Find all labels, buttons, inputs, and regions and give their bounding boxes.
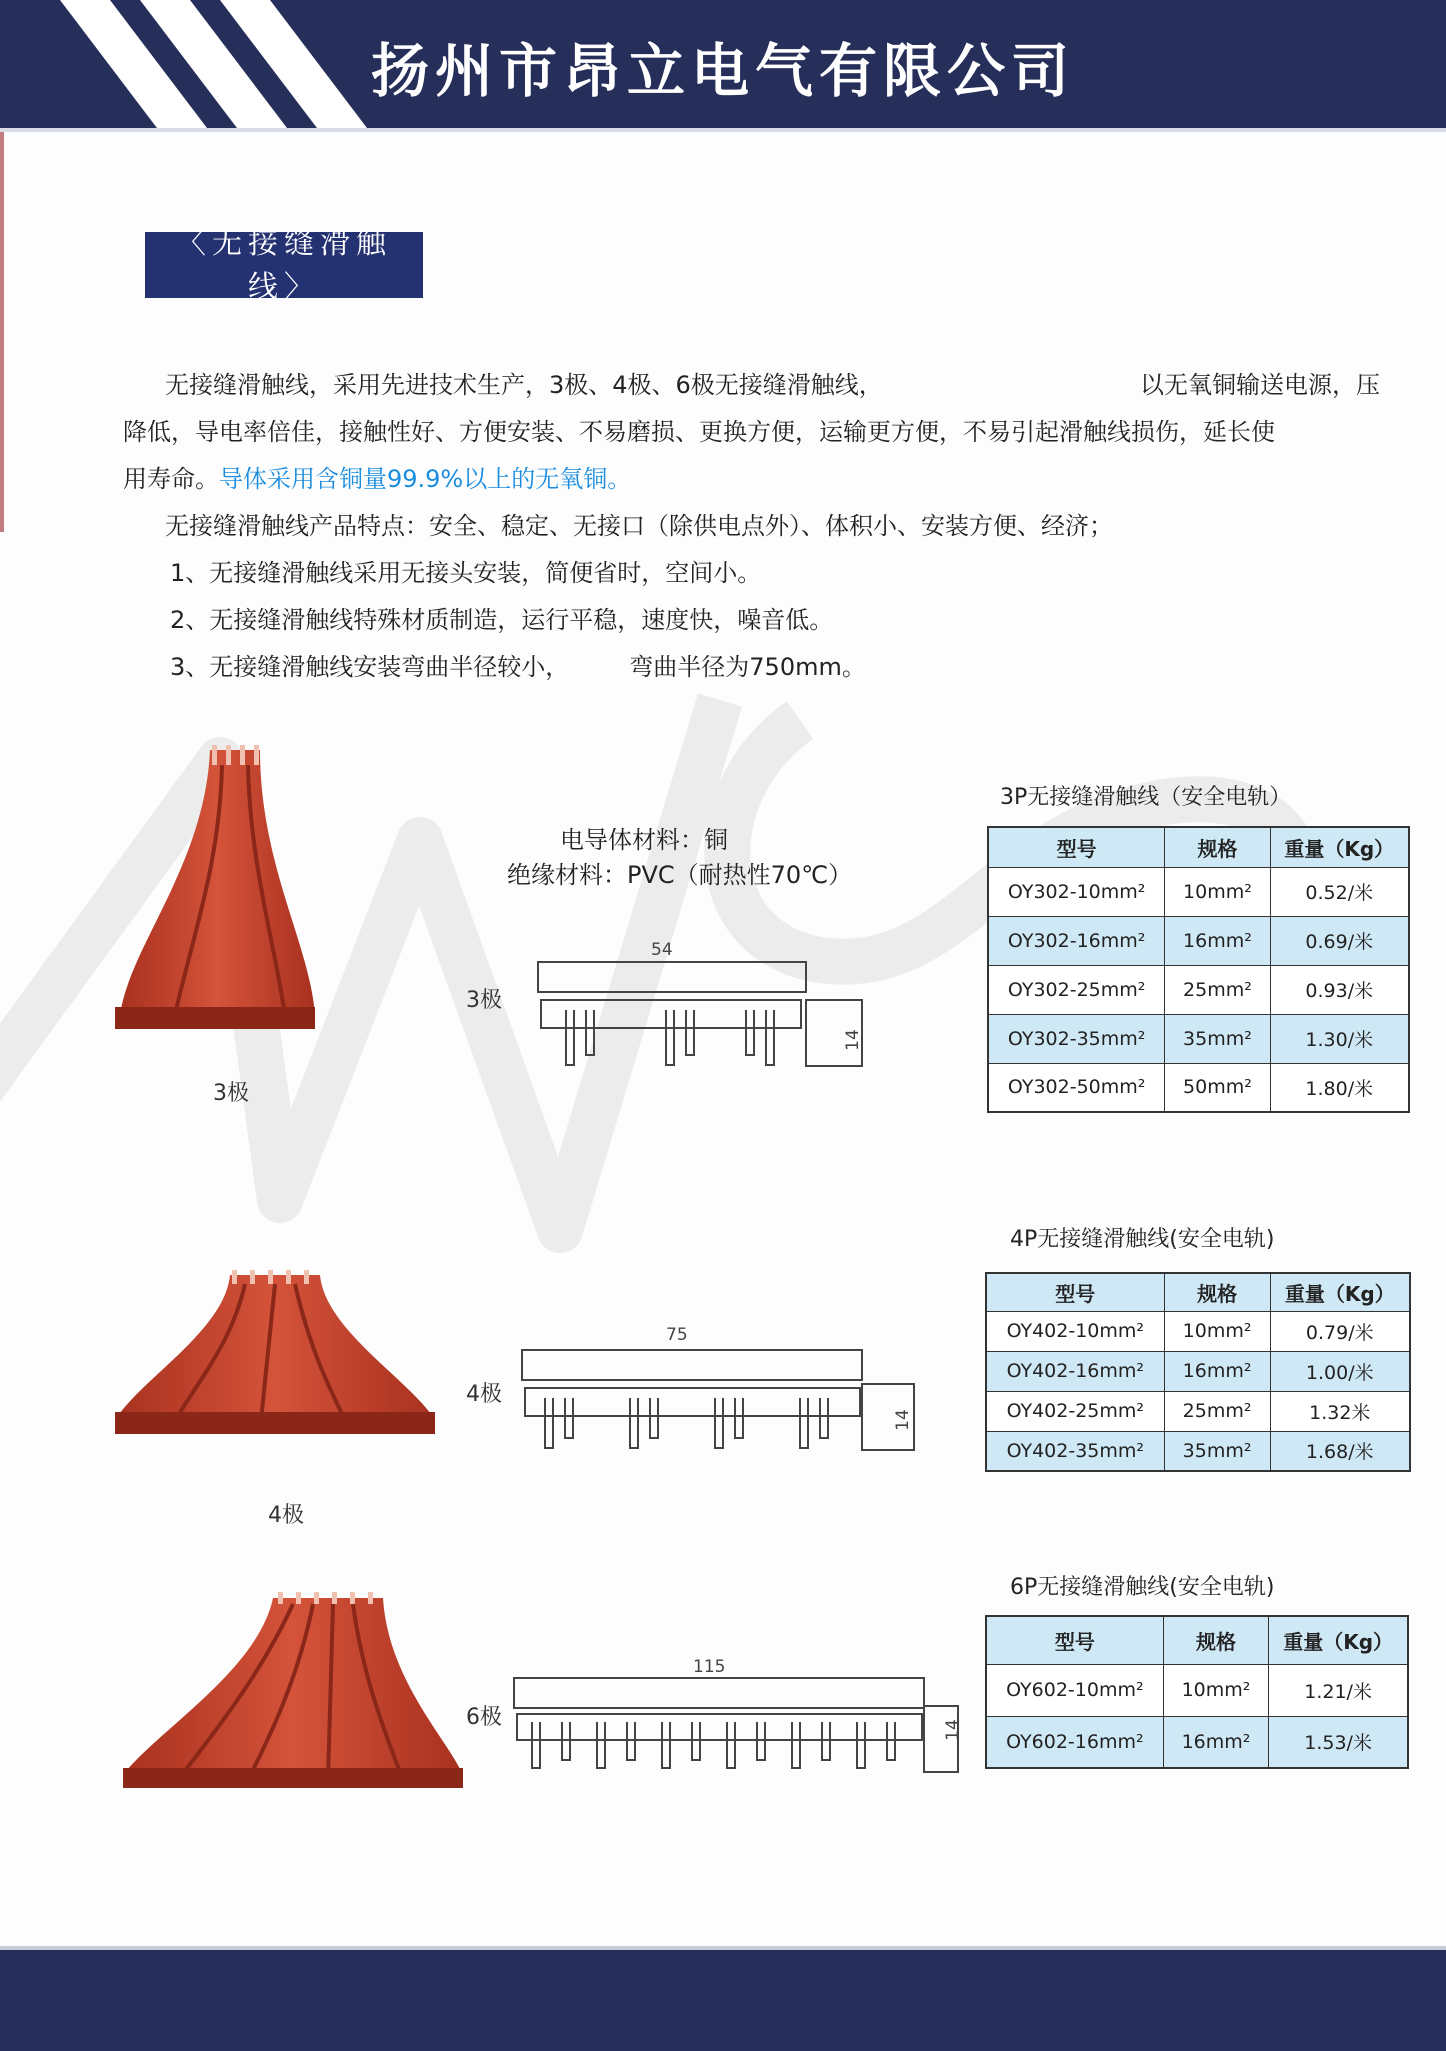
cell-weight: 1.30/米	[1270, 1014, 1409, 1063]
cell-model: OY302-25mm²	[988, 965, 1165, 1014]
table-row	[988, 867, 1409, 916]
col-header-spec: 规格	[1164, 1273, 1270, 1311]
cell-spec: 16mm²	[1163, 1716, 1269, 1768]
spec-table-6p	[985, 1615, 1409, 1769]
col-header-spec: 规格	[1163, 1616, 1269, 1664]
product-photo-4pole	[110, 1270, 440, 1450]
section-title: 〈无接缝滑触线〉	[148, 212, 420, 312]
cross-section-3pole	[536, 960, 866, 1070]
cross-section-4pole	[520, 1348, 920, 1454]
dim-height-3pole: 14	[842, 1029, 863, 1051]
feature-1: 1、无接缝滑触线采用无接头安装，简便省时，空间小。	[170, 559, 762, 587]
feature-3	[170, 644, 866, 691]
cell-model: OY402-35mm²	[986, 1431, 1164, 1471]
cell-weight: 0.69/米	[1270, 916, 1409, 965]
table-row	[986, 1716, 1408, 1768]
cell-model: OY302-16mm²	[988, 916, 1165, 965]
cell-spec: 50mm²	[1165, 1063, 1270, 1112]
dim-height-6pole: 14	[942, 1719, 963, 1741]
intro-line3a: 用寿命。	[123, 465, 219, 493]
intro-line1a: 无接缝滑触线，采用先进技术生产，3极、4极、6极无接缝滑触线，	[165, 371, 883, 399]
photo-label-4pole: 4极	[268, 1503, 304, 1528]
header-banner	[0, 0, 1446, 132]
dim-height-4pole: 14	[892, 1409, 913, 1431]
table-caption-6p: 6P无接缝滑触线(安全电轨)	[1010, 1575, 1275, 1600]
cell-weight: 1.32米	[1270, 1391, 1410, 1431]
intro-line2: 降低，导电率倍佳，接触性好、方便安装、不易磨损、更换方便，运输更方便，不易引起滑触线损伤，延长使	[123, 418, 1275, 446]
cell-weight: 1.80/米	[1270, 1063, 1409, 1112]
table-row	[988, 1063, 1409, 1112]
product-photo-3pole	[110, 745, 320, 1035]
intro-copper-note: 导体采用含铜量99.9%以上的无氧铜。	[219, 465, 632, 493]
cell-spec: 35mm²	[1164, 1431, 1270, 1471]
cell-spec: 10mm²	[1163, 1664, 1269, 1716]
cell-spec: 16mm²	[1165, 916, 1270, 965]
table-row	[988, 965, 1409, 1014]
table-row	[986, 1431, 1410, 1471]
material-insulation: 绝缘材料：PVC（耐热性70℃）	[507, 861, 853, 889]
cell-model: OY402-10mm²	[986, 1311, 1164, 1351]
col-header-weight: 重量（Kg）	[1269, 1616, 1408, 1664]
photo-label-3pole: 3极	[213, 1081, 249, 1106]
cell-weight: 0.79/米	[1270, 1311, 1410, 1351]
pole-label-3: 3极	[466, 988, 502, 1013]
col-header-weight: 重量（Kg）	[1270, 1273, 1410, 1311]
table-caption-4p: 4P无接缝滑触线(安全电轨)	[1010, 1227, 1275, 1252]
cell-spec: 10mm²	[1164, 1311, 1270, 1351]
intro-line1b: 以无氧铜输送电源，压	[1140, 371, 1380, 399]
dim-width-3pole: 54	[651, 940, 673, 960]
cell-spec: 25mm²	[1165, 965, 1270, 1014]
header-edge	[0, 128, 1446, 132]
dim-width-6pole: 115	[693, 1657, 726, 1677]
cell-model: OY302-10mm²	[988, 867, 1165, 916]
pole-label-6: 6极	[466, 1705, 502, 1730]
cell-model: OY402-16mm²	[986, 1351, 1164, 1391]
table-row	[988, 1014, 1409, 1063]
cell-model: OY602-10mm²	[986, 1664, 1163, 1716]
section-title-badge	[145, 226, 423, 305]
col-header-model: 型号	[986, 1616, 1163, 1664]
cell-model: OY302-50mm²	[988, 1063, 1165, 1112]
table-row	[986, 1351, 1410, 1391]
spec-table-3p	[987, 826, 1410, 1113]
spec-table-4p	[985, 1272, 1411, 1472]
table-row	[988, 916, 1409, 965]
cell-spec: 25mm²	[1164, 1391, 1270, 1431]
col-header-spec: 规格	[1165, 827, 1270, 867]
footer-band	[0, 1946, 1446, 2051]
feature-2: 2、无接缝滑触线特殊材质制造，运行平稳，速度快，噪音低。	[170, 606, 834, 634]
intro-features: 无接缝滑触线产品特点：安全、稳定、无接口（除供电点外）、体积小、安装方便、经济；	[165, 512, 1113, 540]
table-caption-3p: 3P无接缝滑触线（安全电轨）	[1000, 785, 1292, 810]
cell-weight: 1.21/米	[1269, 1664, 1408, 1716]
cell-weight: 1.68/米	[1270, 1431, 1410, 1471]
col-header-model: 型号	[986, 1273, 1164, 1311]
dim-width-4pole: 75	[666, 1325, 688, 1345]
table-row	[986, 1391, 1410, 1431]
material-conductor: 电导体材料：铜	[560, 826, 728, 854]
cell-weight: 1.00/米	[1270, 1351, 1410, 1391]
col-header-weight: 重量（Kg）	[1270, 827, 1409, 867]
left-accent	[0, 132, 4, 532]
table-row	[986, 1311, 1410, 1351]
product-photo-6pole	[118, 1590, 468, 1800]
intro-line3	[123, 456, 631, 503]
cell-spec: 35mm²	[1165, 1014, 1270, 1063]
cell-model: OY402-25mm²	[986, 1391, 1164, 1431]
table-row	[986, 1664, 1408, 1716]
footer-edge	[0, 1946, 1446, 1950]
col-header-model: 型号	[988, 827, 1165, 867]
cell-spec: 10mm²	[1165, 867, 1270, 916]
cell-weight: 0.52/米	[1270, 867, 1409, 916]
pole-label-4: 4极	[466, 1382, 502, 1407]
cell-model: OY602-16mm²	[986, 1716, 1163, 1768]
cell-model: OY302-35mm²	[988, 1014, 1165, 1063]
cross-section-6pole	[512, 1676, 962, 1776]
feature-3a: 3、无接缝滑触线安装弯曲半径较小，	[170, 653, 570, 681]
cell-spec: 16mm²	[1164, 1351, 1270, 1391]
company-name: 扬州市昂立电气有限公司	[370, 37, 1075, 105]
cell-weight: 1.53/米	[1269, 1716, 1408, 1768]
cell-weight: 0.93/米	[1270, 965, 1409, 1014]
feature-3b: 弯曲半径为750mm。	[629, 653, 866, 681]
